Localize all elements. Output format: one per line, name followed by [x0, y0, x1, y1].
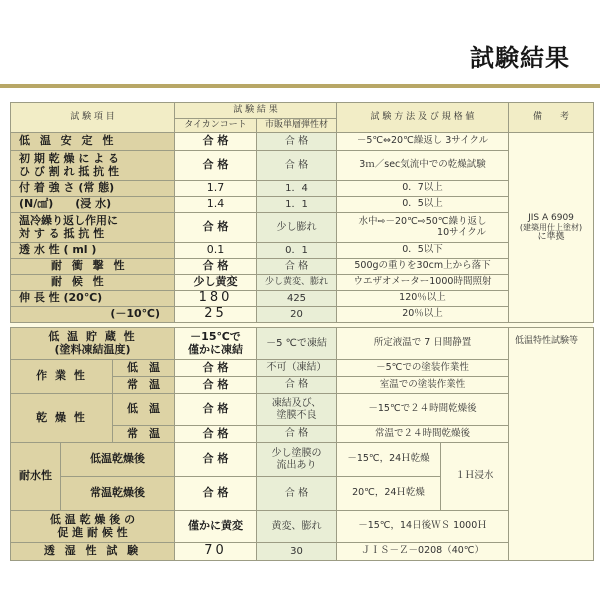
product-value: 1.4	[175, 197, 257, 213]
commercial-line: 凍結及び、	[271, 398, 322, 409]
product-value: 合 格	[175, 377, 257, 394]
item-label-line: 低 温 貯 蔵 性	[48, 329, 137, 343]
product-value	[175, 328, 257, 360]
header-results: 試 験 結 果	[175, 103, 337, 119]
commercial-value: 少し膨れ	[257, 213, 337, 243]
table-row	[11, 197, 594, 213]
method-text: 所定液温で 7 日間静置	[337, 328, 509, 360]
commercial-value: 0．1	[257, 243, 337, 259]
item-label	[11, 328, 175, 360]
item-label: 透 湿 性 試 験	[11, 543, 175, 561]
commercial-value: 1．1	[257, 197, 337, 213]
remarks-jis	[509, 133, 594, 323]
product-value: 合 格	[175, 394, 257, 426]
product-value: 25	[175, 307, 257, 323]
product-value: 合 格	[175, 133, 257, 151]
remarks-line: JIS A 6909	[528, 212, 574, 223]
item-label-line: 促 進 耐 候 性	[57, 525, 128, 539]
table-row	[11, 511, 594, 543]
commercial-value: 1．4	[257, 181, 337, 197]
header-product: タイカンコート	[175, 119, 257, 133]
item-label-line: 初 期 乾 燥 に よ る	[19, 151, 119, 165]
method-text: －15℃，24Ｈ乾燥	[337, 443, 441, 477]
method-text: 常温で２４時間乾燥後	[337, 426, 509, 443]
item-label	[11, 511, 175, 543]
product-value: 合 格	[175, 426, 257, 443]
product-value: 僅かに黄変	[175, 511, 257, 543]
method-text: －5℃での塗装作業性	[337, 360, 509, 377]
results-sheet	[10, 102, 593, 559]
product-value: 少し黄変	[175, 275, 257, 291]
sub-label: 常 温	[113, 426, 175, 443]
table-row	[11, 291, 594, 307]
item-label: 低 温 安 定 性	[11, 133, 175, 151]
sub-label: 低 温	[113, 394, 175, 426]
commercial-value: 425	[257, 291, 337, 307]
method-line: 水中⇨－20℃⇨50℃繰り返し	[358, 215, 487, 227]
product-value: 合 格	[175, 477, 257, 511]
item-label-line: 対 す る 抵 抗 性	[19, 226, 105, 240]
table-row	[11, 307, 594, 323]
method-text: ＪＩＳ－Ｚ－0208（40℃）	[337, 543, 509, 561]
commercial-line: 流出あり	[276, 459, 317, 471]
method-text: 20℃，24Ｈ乾燥	[337, 477, 441, 511]
commercial-value	[257, 394, 337, 426]
item-label: 耐 候 性	[11, 275, 175, 291]
commercial-value	[257, 443, 337, 477]
commercial-value: 黄変、膨れ	[257, 511, 337, 543]
commercial-value: 30	[257, 543, 337, 561]
table-row	[11, 243, 594, 259]
commercial-value: 不可（凍結）	[257, 360, 337, 377]
table-row	[11, 328, 594, 360]
sub-label: 低 温	[113, 360, 175, 377]
item-label-line: ひ び 割 れ 抵 抗 性	[19, 164, 119, 178]
header-remarks: 備 考	[509, 103, 594, 133]
results-table-lowtemp	[10, 327, 594, 561]
page-title: 試験結果	[470, 44, 570, 72]
item-label	[11, 213, 175, 243]
item-label-line: (塗料凍結温度)	[54, 342, 131, 356]
product-value: 合 格	[175, 259, 257, 275]
method-text: 室温での塗装作業性	[337, 377, 509, 394]
product-value: 合 格	[175, 213, 257, 243]
header-item: 試 験 項 目	[11, 103, 175, 133]
item-label: 透 水 性 ( ml )	[11, 243, 175, 259]
commercial-value: 合 格	[257, 426, 337, 443]
commercial-value: 合 格	[257, 259, 337, 275]
item-label: 付 着 強 さ (常 態)	[11, 181, 175, 197]
method-text: 0．7以上	[337, 181, 509, 197]
method-text: －5℃⇔20℃繰返し 3サイクル	[337, 133, 509, 151]
item-label: 乾 燥 性	[11, 394, 113, 443]
remarks-lowtemp: 低温特性試験等	[509, 328, 594, 561]
table-row	[11, 543, 594, 561]
item-label: 耐水性	[11, 443, 61, 511]
method-text: 0．5以上	[337, 197, 509, 213]
table-row	[11, 181, 594, 197]
product-line: －15℃で	[190, 329, 241, 343]
method-text: 0．5以下	[337, 243, 509, 259]
results-table-standard	[10, 102, 594, 323]
product-value: 180	[175, 291, 257, 307]
method-text: －15℃で２４時間乾燥後	[337, 394, 509, 426]
product-value: 70	[175, 543, 257, 561]
commercial-value: 20	[257, 307, 337, 323]
item-label: 伸 長 性 (20℃)	[11, 291, 175, 307]
item-label: (－10℃)	[11, 307, 175, 323]
method-line: 10サイクル	[437, 226, 486, 238]
product-line: 僅かに凍結	[188, 342, 243, 356]
method-text: 20％以上	[337, 307, 509, 323]
method-text: ウエザオメーター1000時間照射	[337, 275, 509, 291]
commercial-value: 合 格	[257, 477, 337, 511]
table-row	[11, 275, 594, 291]
commercial-line: 少し塗膜の	[271, 448, 322, 459]
commercial-line: 塗膜不良	[276, 409, 317, 421]
table-row	[11, 151, 594, 181]
table-row	[11, 259, 594, 275]
table-row	[11, 394, 594, 426]
method-text: 500gの重りを30cm上から落下	[337, 259, 509, 275]
method-text: 3ｍ／sec気流中での乾燥試験	[337, 151, 509, 181]
item-label: (N/㎠) (浸 水)	[11, 197, 175, 213]
header-method: 試 験 方 法 及 び 規 格 値	[337, 103, 509, 133]
sub-label: 低温乾燥後	[61, 443, 175, 477]
remarks-line: に準拠	[537, 232, 565, 243]
table-row	[11, 213, 594, 243]
table-row	[11, 133, 594, 151]
product-value: 合 格	[175, 360, 257, 377]
item-label: 作 業 性	[11, 360, 113, 394]
item-label-line: 低 温 乾 燥 後 の	[49, 512, 136, 526]
table-row	[11, 443, 594, 477]
product-value: 1.7	[175, 181, 257, 197]
commercial-value: 合 格	[257, 151, 337, 181]
item-label	[11, 151, 175, 181]
method-text: 120％以上	[337, 291, 509, 307]
method-immersion: １Ｈ浸水	[441, 443, 509, 511]
table-row	[11, 360, 594, 377]
title-divider	[0, 84, 600, 88]
header-commercial: 市販単層弾性材	[257, 119, 337, 133]
item-label-line: 温冷繰り返し作用に	[19, 213, 118, 227]
commercial-value: 合 格	[257, 133, 337, 151]
commercial-value: 少し黄変、膨れ	[257, 275, 337, 291]
commercial-value: －5 ℃で凍結	[257, 328, 337, 360]
sub-label: 常 温	[113, 377, 175, 394]
sub-label: 常温乾燥後	[61, 477, 175, 511]
product-value: 0.1	[175, 243, 257, 259]
method-text	[337, 213, 509, 243]
commercial-value: 合 格	[257, 377, 337, 394]
product-value: 合 格	[175, 443, 257, 477]
item-label: 耐 衝 撃 性	[11, 259, 175, 275]
remarks-line: (建築用仕上塗材)	[519, 222, 583, 232]
method-text: －15℃，14日後ＷＳ 1000Ｈ	[337, 511, 509, 543]
product-value: 合 格	[175, 151, 257, 181]
